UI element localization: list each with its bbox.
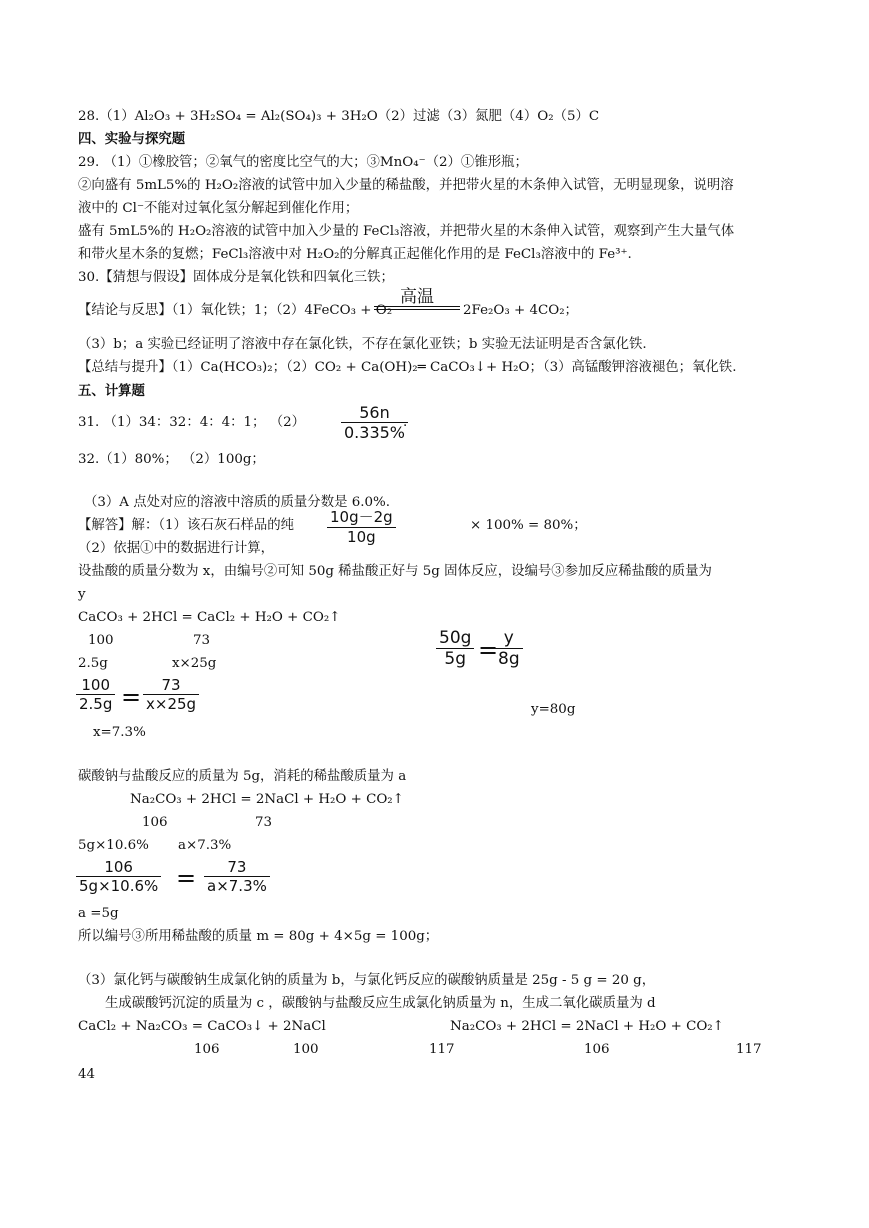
molar-mass-73-b: 73 (255, 815, 273, 830)
equals-sign: = (478, 636, 499, 664)
q31-line: 31. （1）34：32：4：4：1； （2） (78, 415, 305, 430)
q30-line-2-right: 2Fe₂O₃ + 4CO₂； (463, 303, 578, 318)
equals-sign: = (121, 683, 142, 711)
answer-line-3: 设盐酸的质量分数为 x，由编号②可知 50g 稀盐酸正好与 5g 固体反应，设编号③参加反应稀盐酸的质量为 (78, 564, 712, 579)
na2co3-intro: 碳酸钠与盐酸反应的质量为 5g，消耗的稀盐酸质量为 a (78, 769, 407, 784)
ratio-100-2-5g (76, 676, 115, 713)
ratio-numerator: 73 (161, 676, 181, 694)
ratio-denominator: x×25g (146, 695, 197, 713)
result-a: a =5g (78, 906, 119, 921)
ratio-106-5g (76, 858, 161, 895)
purity-denominator: 10g (347, 528, 376, 546)
result-y: y=80g (531, 702, 576, 717)
ratio-denominator: 5g×10.6% (79, 877, 159, 895)
ratio-denominator: 5g (444, 649, 467, 669)
q31-fraction (341, 403, 408, 442)
equation-cacl2-na2co3: CaCl₂ + Na₂CO₃ = CaCO₃↓ + 2NaCl (78, 1019, 326, 1034)
condition-label: 高温 (400, 287, 434, 307)
mass-a-7-3: a×7.3% (178, 838, 232, 853)
section-heading-5: 五、计算题 (78, 384, 145, 399)
q30-line-4: 【总结与提升】（1）Ca(HCO₃)₂；（2）CO₂ + Ca(OH)₂═ CaCO₃↓+ H₂O；（3）高锰酸钾溶液褪色；氧化铁. (78, 360, 737, 375)
page-number: 44 (78, 1067, 96, 1082)
molar-mass-106: 106 (142, 815, 168, 830)
q30-line-2-left: 【结论与反思】（1）氧化铁；1；（2）4FeCO₃ + O₂ (78, 303, 393, 318)
row-117-a: 117 (429, 1042, 455, 1057)
purity-numerator: 10g－2g (330, 508, 393, 526)
ratio-numerator: 50g (439, 628, 472, 648)
q32-line-1: 32.（1）80%； （2）100g； (78, 452, 265, 467)
q29-line-5: 和带火星木条的复燃；FeCl₃溶液中对 H₂O₂的分解真正起催化作用的是 FeCl₃溶液中的 Fe³⁺. (78, 247, 632, 262)
high-temp-condition (374, 288, 460, 310)
row-106-b: 106 (584, 1042, 610, 1057)
mass-2-5g: 2.5g (78, 656, 108, 671)
ratio-y-8g (495, 628, 523, 669)
purity-fraction (327, 506, 396, 546)
answer-line-1-result: × 100% = 80%； (470, 518, 587, 533)
q30-line-1: 30.【猜想与假设】固体成分是氧化铁和四氧化三铁； (78, 270, 394, 285)
ratio-50g-5g (436, 628, 474, 669)
q31-numerator: 56n (359, 403, 390, 422)
ratio-numerator: 100 (81, 676, 111, 694)
molar-mass-100: 100 (88, 633, 114, 648)
equation-na2co3-hcl: Na₂CO₃ + 2HCl = 2NaCl + H₂O + CO₂↑ (130, 792, 404, 807)
result-x: x=7.3% (93, 725, 146, 740)
q28-line: 28.（1）Al₂O₃ + 3H₂SO₄ = Al₂(SO₄)₃ + 3H₂O（2）过滤（3）氮肥（4）O₂（5）C (78, 109, 600, 124)
ratio-numerator: 106 (104, 858, 133, 876)
molar-mass-73: 73 (193, 633, 211, 648)
q29-line-1: 29. （1）①橡胶管；②氧气的密度比空气的大；③MnO₄⁻（2）①锥形瓶； (78, 155, 528, 170)
row-106-a: 106 (194, 1042, 220, 1057)
mass-x-25g: x×25g (172, 656, 217, 671)
answer-line-4: y (78, 587, 86, 602)
row-117-b: 117 (736, 1042, 762, 1057)
answer-line-2: （2）依据①中的数据进行计算， (78, 541, 274, 556)
q29-line-2: ②向盛有 5mL5%的 H₂O₂溶液的试管中加入少量的稀盐酸，并把带火星的木条伸入试管，无明显现象，说明溶 (78, 178, 734, 193)
answer-line-1: 【解答】解：（1）该石灰石样品的纯 (78, 518, 295, 533)
ratio-denominator: 2.5g (79, 695, 113, 713)
q31-denominator: 0.335% (344, 423, 406, 442)
q30-line-3: （3）b；a 实验已经证明了溶液中存在氯化铁，不存在氯化亚铁；b 实验无法证明是否含氯化铁. (78, 337, 647, 352)
equation-na2co3-hcl-2: Na₂CO₃ + 2HCl = 2NaCl + H₂O + CO₂↑ (450, 1019, 724, 1034)
q29-line-3: 液中的 Cl⁻不能对过氧化氢分解起到催化作用； (78, 201, 359, 216)
part3-line-1: （3）氯化钙与碳酸钠生成氯化钠的质量为 b，与氯化钙反应的碳酸钠质量是 25g - 5 g = 20 g， (78, 973, 656, 988)
ratio-73-a (204, 858, 270, 895)
q31-end: . (403, 415, 408, 430)
ratio-73-x25g (143, 676, 199, 713)
ratio-denominator: a×7.3% (207, 877, 267, 895)
ratio-numerator: y (503, 628, 514, 648)
ratio-denominator: 8g (498, 649, 520, 669)
part3-line-2: 生成碳酸钙沉淀的质量为 c ，碳酸钠与盐酸反应生成氯化钠质量为 n，生成二氧化碳质量为 d (105, 996, 656, 1011)
total-hcl-mass: 所以编号③所用稀盐酸的质量 m = 80g + 4×5g = 100g； (78, 929, 439, 944)
q32-line-3: （3）A 点处对应的溶液中溶质的质量分数是 6.0%. (84, 495, 391, 510)
equals-sign: = (176, 864, 197, 892)
row-100: 100 (293, 1042, 319, 1057)
section-heading-4: 四、实验与探究题 (78, 132, 186, 147)
q29-line-4: 盛有 5mL5%的 H₂O₂溶液的试管中加入少量的 FeCl₃溶液，并把带火星的木条伸入试管，观察到产生大量气体 (78, 224, 735, 239)
equation-caco3-hcl: CaCO₃ + 2HCl = CaCl₂ + H₂O + CO₂↑ (78, 610, 341, 625)
mass-5g-10-6: 5g×10.6% (78, 838, 149, 853)
ratio-numerator: 73 (227, 858, 247, 876)
